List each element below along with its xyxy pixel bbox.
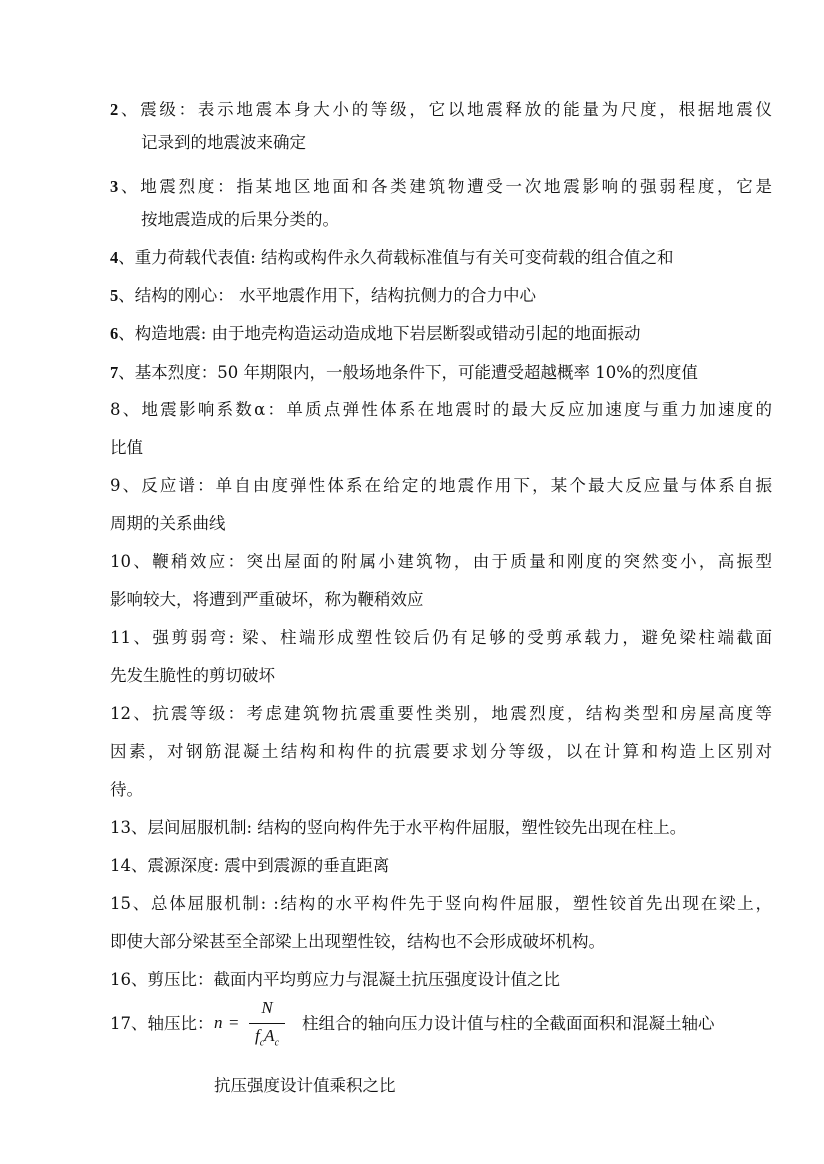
definition-item-17-text: 柱组合的轴向压力设计值与柱的全截面面积和混凝土轴心 xyxy=(302,1014,715,1033)
definition-item-2-cont: 记录到的地震波来确定 xyxy=(141,133,306,152)
definition-item-4 xyxy=(110,246,674,270)
definition-item-11-cont: 先发生脆性的剪切破坏 xyxy=(110,666,275,685)
definition-item-13: 13、层间屈服机制: 结构的竖向构件先于水平构件屈服，塑性铰先出现在柱上。 xyxy=(110,818,687,837)
item-text: 、重力荷载代表值: 结构或构件永久荷载标准值与有关可变荷载的组合值之和 xyxy=(118,248,674,267)
axial-compression-ratio-formula xyxy=(214,998,294,1050)
item-text: 、地震烈度：指某地区地面和各类建筑物遭受一次地震影响的强弱程度，它是 xyxy=(118,177,772,196)
definition-item-12-cont: 因素，对钢筋混凝土结构和构件的抗震要求划分等级，以在计算和构造上区别对 xyxy=(110,742,772,761)
item-number: 6 xyxy=(110,324,119,343)
definition-item-3 xyxy=(110,175,772,199)
fraction-bar xyxy=(249,1023,285,1024)
formula-denominator: $f_cA_c$ xyxy=(254,1026,280,1049)
item-number: 2 xyxy=(110,100,119,119)
item-number: 3 xyxy=(110,177,119,196)
definition-item-7 xyxy=(110,361,698,385)
item-text: 、结构的刚心： 水平地震作用下，结构抗侧力的合力中心 xyxy=(118,286,536,305)
definition-item-6 xyxy=(110,322,641,346)
item-text: 、震级：表示地震本身大小的等级，它以地震释放的能量为尺度，根据地震仪 xyxy=(118,100,772,119)
formula-numerator: N xyxy=(261,998,273,1017)
definition-item-11: 11、强剪弱弯: 梁、柱端形成塑性铰后仍有足够的受剪承载力，避免梁柱端截面 xyxy=(110,628,772,647)
definition-item-15-cont: 即使大部分梁甚至全部梁上出现塑性铰，结构也不会形成破坏机构。 xyxy=(110,932,605,951)
definition-item-8-cont: 比值 xyxy=(110,438,143,457)
formula-lhs: n xyxy=(214,1013,223,1032)
definition-item-10: 10、鞭稍效应：突出屋面的附属小建筑物，由于质量和刚度的突然变小，高振型 xyxy=(110,552,772,571)
definition-item-17-label: 17、轴压比： xyxy=(110,1014,214,1033)
definition-item-9-cont: 周期的关系曲线 xyxy=(110,514,226,533)
definition-item-5 xyxy=(110,284,536,308)
definition-item-9: 9、反应谱：单自由度弹性体系在给定的地震作用下，某个最大反应量与体系自振 xyxy=(110,476,772,495)
definition-item-12: 12、抗震等级：考虑建筑物抗震重要性类别，地震烈度，结构类型和房屋高度等 xyxy=(110,704,772,723)
item-text: 、基本烈度：50 年期限内，一般场地条件下，可能遭受超越概率 10%的烈度值 xyxy=(118,363,698,382)
definition-item-14: 14、震源深度: 震中到震源的垂直距离 xyxy=(110,856,390,875)
formula-equals: = xyxy=(229,1013,239,1032)
definition-item-3-cont: 按地震造成的后果分类的。 xyxy=(141,210,339,229)
item-text: 、构造地震: 由于地壳构造运动造成地下岩层断裂或错动引起的地面振动 xyxy=(118,324,641,343)
definition-item-16: 16、剪压比：截面内平均剪应力与混凝土抗压强度设计值之比 xyxy=(110,970,560,989)
definition-item-8: 8、地震影响系数α：单质点弹性体系在地震时的最大反应加速度与重力加速度的 xyxy=(110,400,772,419)
item-number: 7 xyxy=(110,363,119,382)
definition-item-15: 15、总体屈服机制: :结构的水平构件先于竖向构件屈服，塑性铰首先出现在梁上， xyxy=(110,894,772,913)
definition-item-17-cont: 抗压强度设计值乘积之比 xyxy=(214,1076,396,1095)
item-number: 5 xyxy=(110,286,119,305)
definition-item-2 xyxy=(110,98,772,122)
item-number: 4 xyxy=(110,248,119,267)
definition-item-10-cont: 影响较大，将遭到严重破坏，称为鞭稍效应 xyxy=(110,590,424,609)
definition-item-12-cont2: 待。 xyxy=(110,780,143,799)
